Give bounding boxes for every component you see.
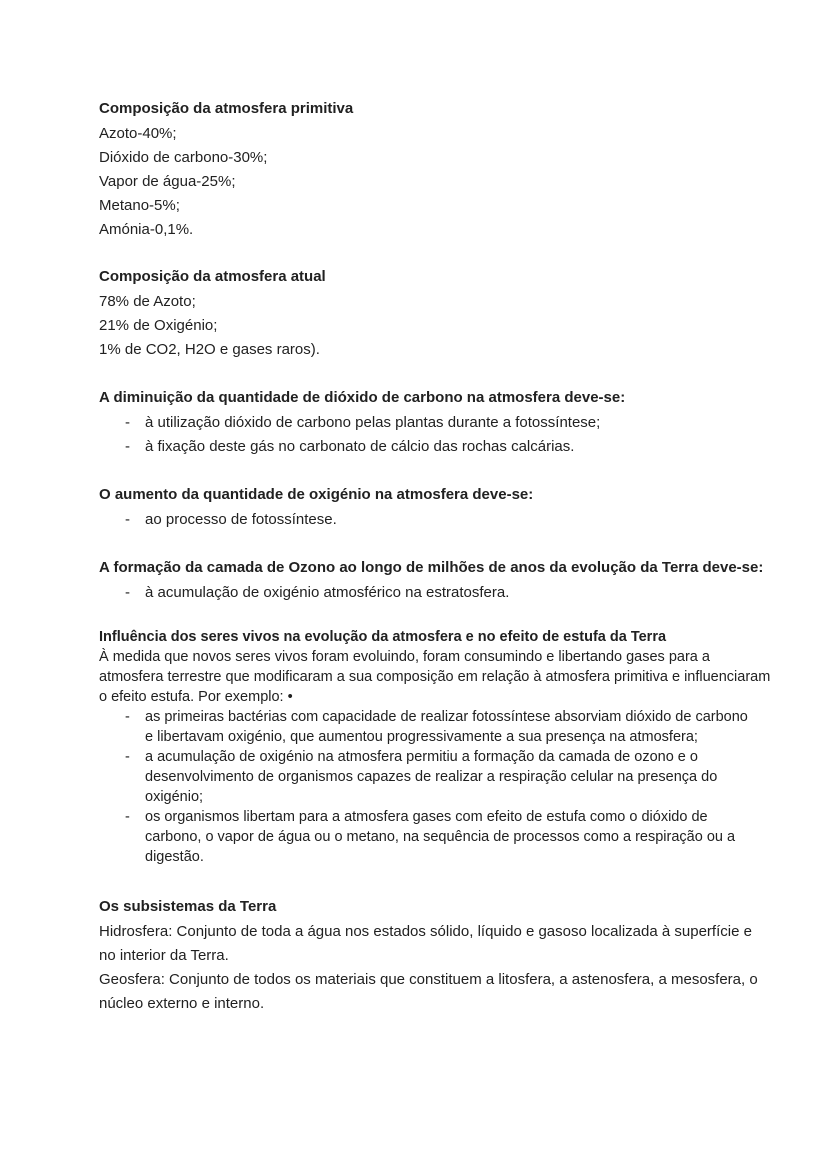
definition-hidrosfera: Hidrosfera: Conjunto de toda a água nos estados sólido, líquido e gasoso localizada à superfície e no interior da Terra.	[99, 923, 752, 964]
section-diminuicao-co2	[99, 385, 771, 459]
composition-line: Vapor de água-25%;	[99, 173, 236, 190]
section-heading: Influência dos seres vivos na evolução da atmosfera e no efeito de estufa da Terra	[99, 629, 667, 645]
composition-line: 78% de Azoto;	[99, 293, 196, 310]
list-item-text: as primeiras bactérias com capacidade de realizar fotossíntese absorviam dióxido de carbono e libertavam oxigénio, que aumentou progressivamente a sua presença na atmosfera;	[145, 709, 748, 745]
list-item	[99, 747, 771, 807]
section-aumento-oxigenio	[99, 482, 771, 532]
dash-bullet: -	[125, 709, 130, 725]
list-item-text: os organismos libertam para a atmosfera gases com efeito de estufa como o dióxido de carbono, o vapor de água ou o metano, na sequência de processos como a respiração ou a digestão.	[145, 809, 736, 865]
list-item-text: ao processo de fotossíntese.	[145, 511, 337, 528]
dash-bullet: -	[125, 438, 130, 455]
section-heading: A formação da camada de Ozono ao longo de milhões de anos da evolução da Terra deve-se:	[99, 559, 764, 576]
list-item	[99, 435, 771, 459]
composition-line: 21% de Oxigénio;	[99, 317, 218, 334]
list-item	[99, 707, 771, 747]
document-page	[99, 96, 771, 1016]
dash-bullet: -	[125, 414, 130, 431]
composition-line: Dióxido de carbono-30%;	[99, 149, 268, 166]
list-item	[99, 807, 771, 867]
section-atmosfera-primitiva	[99, 96, 771, 242]
composition-line: 1% de CO2, H2O e gases raros).	[99, 341, 320, 358]
list-item-text: a acumulação de oxigénio na atmosfera permitiu a formação da camada de ozono e o desenvolvimento de organismos capazes de realizar a respiração celular na presença do oxigénio;	[145, 749, 718, 805]
dash-bullet: -	[125, 511, 130, 528]
list-item	[99, 508, 771, 532]
section-influencia-seres-vivos	[99, 627, 771, 867]
section-heading: A diminuição da quantidade de dióxido de carbono na atmosfera deve-se:	[99, 389, 626, 406]
section-camada-ozono	[99, 555, 771, 605]
dash-bullet: -	[125, 584, 130, 601]
composition-line: Azoto-40%;	[99, 125, 177, 142]
list-item-text: à fixação deste gás no carbonato de cálcio das rochas calcárias.	[145, 438, 575, 455]
bullet-list	[99, 581, 771, 605]
list-item	[99, 411, 771, 435]
bullet-list	[99, 411, 771, 459]
composition-line: Metano-5%;	[99, 197, 180, 214]
section-heading: O aumento da quantidade de oxigénio na atmosfera deve-se:	[99, 486, 534, 503]
dash-bullet: -	[125, 749, 130, 765]
bullet-list	[99, 707, 771, 867]
section-paragraph: À medida que novos seres vivos foram evoluindo, foram consumindo e libertando gases para a atmosfera terrestre que modificaram a sua composição em relação à atmosfera primitiva e influenciaram o efeito estufa. Por exemplo: •	[99, 649, 771, 705]
list-item-text: à utilização dióxido de carbono pelas plantas durante a fotossíntese;	[145, 414, 601, 431]
list-item	[99, 581, 771, 605]
composition-line: Amónia-0,1%.	[99, 221, 194, 238]
section-heading: Os subsistemas da Terra	[99, 898, 277, 915]
section-subsistemas-terra	[99, 894, 771, 1016]
section-heading: Composição da atmosfera primitiva	[99, 100, 354, 117]
section-heading: Composição da atmosfera atual	[99, 268, 326, 285]
list-item-text: à acumulação de oxigénio atmosférico na estratosfera.	[145, 584, 510, 601]
section-atmosfera-atual	[99, 264, 771, 362]
bullet-list	[99, 508, 771, 532]
definition-geosfera: Geosfera: Conjunto de todos os materiais que constituem a litosfera, a astenosfera, a mesosfera, o núcleo externo e interno.	[99, 971, 758, 1012]
dash-bullet: -	[125, 809, 130, 825]
